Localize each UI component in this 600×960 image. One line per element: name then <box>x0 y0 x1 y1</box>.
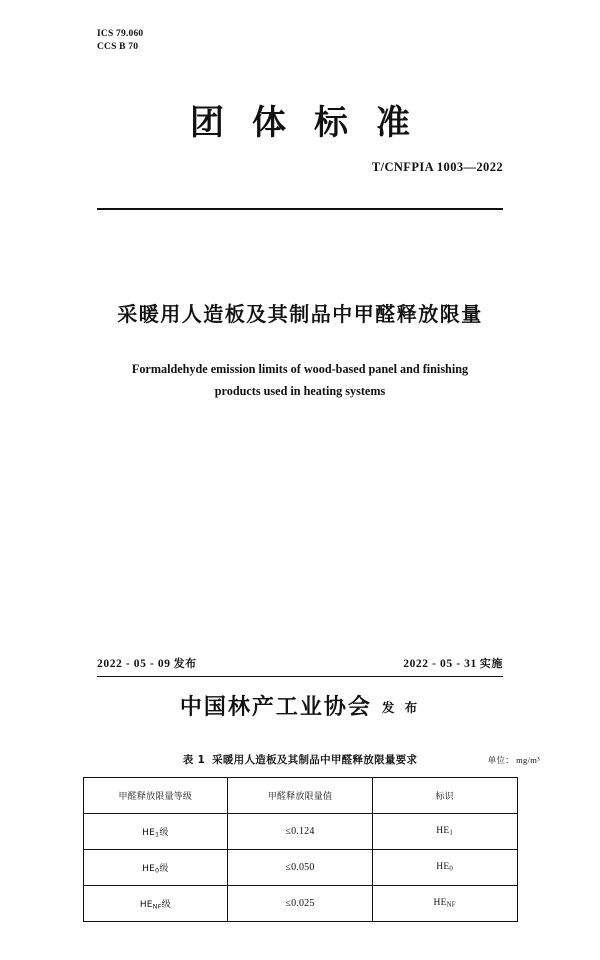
grade-code: HE <box>142 827 155 838</box>
grade-code: HE <box>139 899 153 910</box>
table-row <box>83 814 517 850</box>
publisher-action-label: 发 布 <box>381 700 421 715</box>
standard-title-english <box>110 358 490 402</box>
table-unit <box>488 754 540 766</box>
formaldehyde-limits-table <box>83 777 518 922</box>
grade-subscript: 0 <box>154 866 160 875</box>
table-unit-label: 单位： <box>487 756 515 766</box>
table-row <box>83 850 517 886</box>
column-header-limit: 甲醛释放限量值 <box>228 778 373 814</box>
title-english-line1: Formaldehyde emission limits of wood-based panel and finishing <box>131 362 469 376</box>
standard-code: T/CNFPIA 1003—2022 <box>371 160 503 174</box>
grade-suffix: 级 <box>161 899 171 910</box>
mark-code: HE <box>433 898 447 909</box>
cell-grade <box>83 886 228 922</box>
table-row <box>83 886 517 922</box>
cell-limit: ≤0.050 <box>228 850 373 886</box>
mark-subscript: 0 <box>449 865 453 873</box>
table-unit-value: mg/m³ <box>516 755 540 765</box>
issue-date <box>97 655 197 671</box>
grade-suffix: 级 <box>159 827 169 838</box>
cell-grade <box>83 850 228 886</box>
publisher-line <box>0 690 600 721</box>
cell-mark <box>372 886 517 922</box>
column-header-grade: 甲醛释放限量等级 <box>83 778 228 814</box>
cell-limit: ≤0.124 <box>228 814 373 850</box>
issue-date-label: 发布 <box>173 657 197 670</box>
mark-subscript: 1 <box>449 829 453 837</box>
mark-subscript: NF <box>446 901 456 909</box>
ics-classification-block <box>97 28 143 54</box>
mark-code: HE <box>436 826 450 837</box>
effective-date-value: 2022 - 05 - 31 <box>403 658 477 670</box>
footer-divider-thin <box>97 676 503 677</box>
header-divider-thick <box>97 208 503 210</box>
standard-title-chinese: 采暖用人造板及其制品中甲醛释放限量 <box>117 302 483 326</box>
title-english-line2: products used in heating systems <box>214 384 386 398</box>
table-caption <box>60 752 540 767</box>
ics-number: ICS 79.060 <box>97 29 144 39</box>
limits-table-block <box>0 752 600 922</box>
cell-limit: ≤0.025 <box>228 886 373 922</box>
table-header-row <box>83 778 517 814</box>
cell-mark <box>372 850 517 886</box>
column-header-mark: 标识 <box>372 778 517 814</box>
issue-date-value: 2022 - 05 - 09 <box>97 658 171 670</box>
date-row <box>97 655 503 671</box>
effective-date <box>403 655 503 671</box>
page-title: 团体标准 <box>190 103 438 143</box>
grade-suffix: 级 <box>159 863 169 874</box>
publisher-organization: 中国林产工业协会 <box>179 695 372 720</box>
grade-subscript: NF <box>152 902 162 911</box>
ccs-number: CCS B 70 <box>97 42 139 52</box>
mark-code: HE <box>436 862 450 873</box>
cell-grade <box>83 814 228 850</box>
table-caption-text: 采暖用人造板及其制品中甲醛释放限量要求 <box>212 754 418 766</box>
grade-subscript: 1 <box>154 830 160 839</box>
effective-date-label: 实施 <box>479 657 503 670</box>
grade-code: HE <box>142 863 155 874</box>
cell-mark <box>372 814 517 850</box>
table-caption-number: 表 1 <box>182 754 206 766</box>
